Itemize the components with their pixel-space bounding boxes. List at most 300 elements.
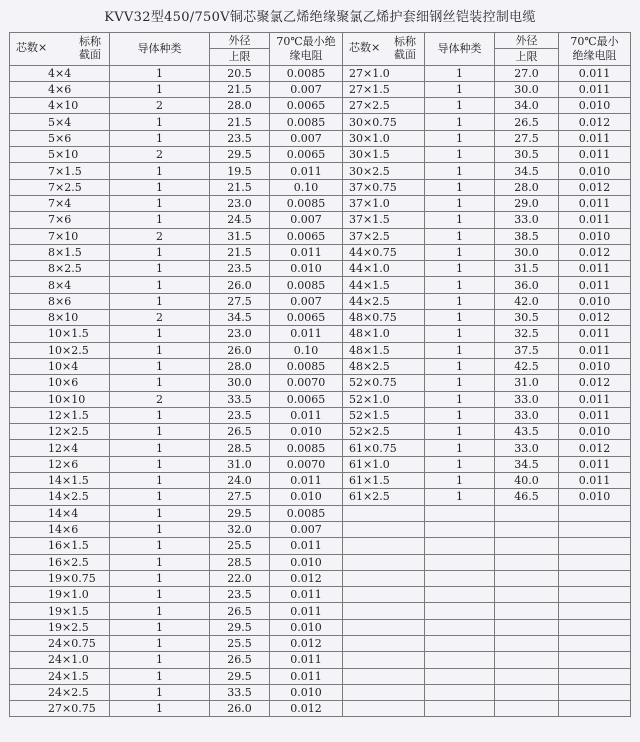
right-conductor-type-cell [425, 505, 495, 521]
left-insulation-cell: 0.010 [270, 424, 343, 440]
left-conductor-type-cell: 1 [110, 130, 210, 146]
table-body [10, 65, 631, 717]
left-insulation-cell: 0.010 [270, 261, 343, 277]
right-outer-diameter-cell: 30.5 [495, 310, 559, 326]
header-conductor-type-left: 导体种类 [110, 33, 210, 66]
right-spec-cell: 61×1.5 [343, 473, 425, 489]
left-conductor-type-cell: 1 [110, 701, 210, 717]
left-spec-cell: 16×1.5 [10, 538, 110, 554]
left-insulation-cell: 0.0070 [270, 456, 343, 472]
left-spec-cell: 5×6 [10, 130, 110, 146]
left-conductor-type-cell: 1 [110, 244, 210, 260]
right-spec-cell: 37×0.75 [343, 179, 425, 195]
left-spec-cell: 7×2.5 [10, 179, 110, 195]
right-outer-diameter-cell: 31.0 [495, 375, 559, 391]
left-conductor-type-cell: 1 [110, 358, 210, 374]
right-outer-diameter-cell [495, 538, 559, 554]
right-conductor-type-cell: 1 [425, 326, 495, 342]
left-spec-cell: 19×2.5 [10, 619, 110, 635]
header-insulation-right: 70℃最小绝缘电阻 [559, 33, 631, 66]
left-spec-cell: 24×1.0 [10, 652, 110, 668]
left-insulation-cell: 0.011 [270, 538, 343, 554]
right-outer-diameter-cell: 30.0 [495, 244, 559, 260]
left-insulation-cell: 0.010 [270, 554, 343, 570]
left-outer-diameter-cell: 27.5 [210, 293, 270, 309]
left-outer-diameter-cell: 26.5 [210, 424, 270, 440]
right-conductor-type-cell: 1 [425, 163, 495, 179]
table-row [10, 375, 631, 391]
left-conductor-type-cell: 1 [110, 407, 210, 423]
table-row [10, 228, 631, 244]
left-outer-diameter-cell: 23.5 [210, 261, 270, 277]
right-spec-cell: 61×0.75 [343, 440, 425, 456]
right-insulation-cell [559, 668, 631, 684]
right-insulation-cell [559, 684, 631, 700]
header-outer-diameter-left: 外径 [210, 33, 270, 49]
left-conductor-type-cell: 1 [110, 326, 210, 342]
left-outer-diameter-cell: 24.0 [210, 473, 270, 489]
left-insulation-cell: 0.0085 [270, 358, 343, 374]
right-conductor-type-cell [425, 668, 495, 684]
right-spec-cell [343, 652, 425, 668]
left-insulation-cell: 0.010 [270, 684, 343, 700]
right-outer-diameter-cell [495, 701, 559, 717]
header-insulation-left: 70℃最小绝缘电阻 [270, 33, 343, 66]
right-conductor-type-cell [425, 619, 495, 635]
left-conductor-type-cell: 2 [110, 310, 210, 326]
table-row [10, 212, 631, 228]
right-conductor-type-cell [425, 684, 495, 700]
header-conductor-type-right: 导体种类 [425, 33, 495, 66]
left-outer-diameter-cell: 28.5 [210, 554, 270, 570]
right-insulation-cell [559, 587, 631, 603]
right-outer-diameter-cell: 27.5 [495, 130, 559, 146]
right-spec-cell [343, 570, 425, 586]
right-outer-diameter-cell: 42.5 [495, 358, 559, 374]
right-insulation-cell: 0.011 [559, 473, 631, 489]
left-insulation-cell: 0.007 [270, 81, 343, 97]
right-insulation-cell: 0.010 [559, 358, 631, 374]
right-spec-cell: 61×1.0 [343, 456, 425, 472]
table-row [10, 326, 631, 342]
right-spec-cell: 30×1.0 [343, 130, 425, 146]
table-row [10, 261, 631, 277]
left-conductor-type-cell: 1 [110, 81, 210, 97]
right-spec-cell [343, 701, 425, 717]
header-row-top [10, 33, 631, 49]
table-row [10, 603, 631, 619]
right-outer-diameter-cell [495, 684, 559, 700]
right-insulation-cell: 0.011 [559, 456, 631, 472]
right-outer-diameter-cell: 42.0 [495, 293, 559, 309]
left-conductor-type-cell: 1 [110, 587, 210, 603]
left-outer-diameter-cell: 22.0 [210, 570, 270, 586]
right-insulation-cell: 0.011 [559, 130, 631, 146]
left-outer-diameter-cell: 23.5 [210, 407, 270, 423]
table-row [10, 619, 631, 635]
left-insulation-cell: 0.011 [270, 473, 343, 489]
right-insulation-cell: 0.010 [559, 98, 631, 114]
left-outer-diameter-cell: 25.5 [210, 635, 270, 651]
right-outer-diameter-cell: 33.0 [495, 391, 559, 407]
right-spec-cell: 30×2.5 [343, 163, 425, 179]
left-conductor-type-cell: 1 [110, 456, 210, 472]
table-row [10, 195, 631, 211]
left-insulation-cell: 0.007 [270, 293, 343, 309]
right-spec-cell: 48×0.75 [343, 310, 425, 326]
table-row [10, 98, 631, 114]
right-spec-cell: 52×1.5 [343, 407, 425, 423]
left-spec-cell: 12×4 [10, 440, 110, 456]
right-conductor-type-cell: 1 [425, 65, 495, 81]
right-insulation-cell: 0.012 [559, 440, 631, 456]
right-outer-diameter-cell: 30.0 [495, 81, 559, 97]
right-outer-diameter-cell: 29.0 [495, 195, 559, 211]
right-conductor-type-cell: 1 [425, 473, 495, 489]
table-row [10, 570, 631, 586]
right-insulation-cell: 0.011 [559, 326, 631, 342]
table-row [10, 358, 631, 374]
table-row [10, 114, 631, 130]
left-outer-diameter-cell: 31.5 [210, 228, 270, 244]
right-conductor-type-cell [425, 652, 495, 668]
header-upper-limit-left: 上限 [210, 49, 270, 65]
right-outer-diameter-cell [495, 619, 559, 635]
left-outer-diameter-cell: 23.0 [210, 195, 270, 211]
right-conductor-type-cell [425, 521, 495, 537]
right-spec-cell: 30×0.75 [343, 114, 425, 130]
left-insulation-cell: 0.012 [270, 701, 343, 717]
right-outer-diameter-cell: 30.5 [495, 147, 559, 163]
left-spec-cell: 7×6 [10, 212, 110, 228]
right-conductor-type-cell [425, 570, 495, 586]
right-conductor-type-cell: 1 [425, 114, 495, 130]
right-conductor-type-cell: 1 [425, 261, 495, 277]
left-insulation-cell: 0.011 [270, 603, 343, 619]
left-spec-cell: 10×4 [10, 358, 110, 374]
right-outer-diameter-cell: 46.5 [495, 489, 559, 505]
left-outer-diameter-cell: 31.0 [210, 456, 270, 472]
left-spec-cell: 8×2.5 [10, 261, 110, 277]
table-row [10, 554, 631, 570]
right-conductor-type-cell: 1 [425, 489, 495, 505]
right-insulation-cell [559, 619, 631, 635]
right-spec-cell: 44×1.0 [343, 261, 425, 277]
right-insulation-cell: 0.011 [559, 391, 631, 407]
left-spec-cell: 12×1.5 [10, 407, 110, 423]
left-insulation-cell: 0.011 [270, 652, 343, 668]
left-spec-cell: 8×6 [10, 293, 110, 309]
right-conductor-type-cell [425, 538, 495, 554]
right-spec-cell: 27×1.0 [343, 65, 425, 81]
left-spec-cell: 4×10 [10, 98, 110, 114]
left-insulation-cell: 0.011 [270, 587, 343, 603]
right-insulation-cell: 0.010 [559, 424, 631, 440]
table-row [10, 179, 631, 195]
table-row [10, 635, 631, 651]
table-row [10, 684, 631, 700]
left-spec-cell: 24×1.5 [10, 668, 110, 684]
left-spec-cell: 19×1.5 [10, 603, 110, 619]
cable-spec-table [9, 32, 631, 717]
table-row [10, 456, 631, 472]
right-outer-diameter-cell: 34.5 [495, 456, 559, 472]
right-outer-diameter-cell: 33.0 [495, 212, 559, 228]
left-outer-diameter-cell: 29.5 [210, 147, 270, 163]
right-spec-cell [343, 538, 425, 554]
left-spec-cell: 7×10 [10, 228, 110, 244]
right-insulation-cell: 0.011 [559, 147, 631, 163]
left-spec-cell: 5×4 [10, 114, 110, 130]
right-spec-cell: 44×0.75 [343, 244, 425, 260]
right-conductor-type-cell: 1 [425, 424, 495, 440]
left-outer-diameter-cell: 26.0 [210, 277, 270, 293]
right-outer-diameter-cell: 43.5 [495, 424, 559, 440]
left-outer-diameter-cell: 26.5 [210, 603, 270, 619]
right-insulation-cell: 0.010 [559, 489, 631, 505]
table-row [10, 587, 631, 603]
left-conductor-type-cell: 1 [110, 424, 210, 440]
left-spec-cell: 10×2.5 [10, 342, 110, 358]
right-insulation-cell: 0.010 [559, 293, 631, 309]
table-row [10, 521, 631, 537]
left-conductor-type-cell: 1 [110, 505, 210, 521]
left-spec-cell: 27×0.75 [10, 701, 110, 717]
left-insulation-cell: 0.0065 [270, 98, 343, 114]
left-spec-cell: 16×2.5 [10, 554, 110, 570]
left-conductor-type-cell: 1 [110, 521, 210, 537]
left-outer-diameter-cell: 26.0 [210, 701, 270, 717]
left-insulation-cell: 0.0085 [270, 114, 343, 130]
left-outer-diameter-cell: 29.5 [210, 668, 270, 684]
left-insulation-cell: 0.0085 [270, 65, 343, 81]
left-insulation-cell: 0.0085 [270, 440, 343, 456]
left-conductor-type-cell: 1 [110, 603, 210, 619]
left-conductor-type-cell: 1 [110, 684, 210, 700]
left-outer-diameter-cell: 19.5 [210, 163, 270, 179]
right-insulation-cell: 0.010 [559, 163, 631, 179]
left-outer-diameter-cell: 20.5 [210, 65, 270, 81]
left-outer-diameter-cell: 28.0 [210, 98, 270, 114]
right-insulation-cell [559, 635, 631, 651]
right-spec-cell [343, 635, 425, 651]
left-insulation-cell: 0.010 [270, 619, 343, 635]
right-outer-diameter-cell [495, 521, 559, 537]
right-insulation-cell [559, 554, 631, 570]
left-conductor-type-cell: 1 [110, 473, 210, 489]
right-conductor-type-cell: 1 [425, 293, 495, 309]
right-conductor-type-cell: 1 [425, 81, 495, 97]
left-conductor-type-cell: 2 [110, 228, 210, 244]
table-row [10, 147, 631, 163]
left-outer-diameter-cell: 21.5 [210, 179, 270, 195]
right-insulation-cell [559, 701, 631, 717]
right-insulation-cell: 0.011 [559, 195, 631, 211]
right-outer-diameter-cell: 34.0 [495, 98, 559, 114]
right-conductor-type-cell: 1 [425, 228, 495, 244]
left-insulation-cell: 0.011 [270, 326, 343, 342]
left-spec-cell: 14×2.5 [10, 489, 110, 505]
right-spec-cell: 61×2.5 [343, 489, 425, 505]
left-conductor-type-cell: 1 [110, 342, 210, 358]
right-outer-diameter-cell: 32.5 [495, 326, 559, 342]
right-insulation-cell [559, 538, 631, 554]
left-outer-diameter-cell: 27.5 [210, 489, 270, 505]
right-conductor-type-cell [425, 701, 495, 717]
right-spec-cell: 30×1.5 [343, 147, 425, 163]
left-conductor-type-cell: 1 [110, 163, 210, 179]
right-conductor-type-cell: 1 [425, 342, 495, 358]
left-outer-diameter-cell: 34.5 [210, 310, 270, 326]
right-spec-cell [343, 603, 425, 619]
left-conductor-type-cell: 1 [110, 652, 210, 668]
left-insulation-cell: 0.011 [270, 668, 343, 684]
left-conductor-type-cell: 1 [110, 65, 210, 81]
left-spec-cell: 12×6 [10, 456, 110, 472]
left-insulation-cell: 0.010 [270, 489, 343, 505]
left-spec-cell: 8×10 [10, 310, 110, 326]
right-outer-diameter-cell: 26.5 [495, 114, 559, 130]
table-row [10, 244, 631, 260]
left-outer-diameter-cell: 30.0 [210, 375, 270, 391]
left-insulation-cell: 0.0065 [270, 310, 343, 326]
left-conductor-type-cell: 2 [110, 391, 210, 407]
right-insulation-cell: 0.012 [559, 179, 631, 195]
left-spec-cell: 14×4 [10, 505, 110, 521]
right-conductor-type-cell: 1 [425, 244, 495, 260]
right-insulation-cell: 0.012 [559, 375, 631, 391]
right-spec-cell: 37×1.5 [343, 212, 425, 228]
left-insulation-cell: 0.10 [270, 179, 343, 195]
left-spec-cell: 7×1.5 [10, 163, 110, 179]
right-spec-cell [343, 554, 425, 570]
right-conductor-type-cell: 1 [425, 147, 495, 163]
table-row [10, 277, 631, 293]
table-row [10, 424, 631, 440]
right-outer-diameter-cell [495, 570, 559, 586]
right-insulation-cell: 0.011 [559, 261, 631, 277]
right-insulation-cell [559, 521, 631, 537]
left-spec-cell: 14×1.5 [10, 473, 110, 489]
left-outer-diameter-cell: 33.5 [210, 684, 270, 700]
table-row [10, 538, 631, 554]
left-outer-diameter-cell: 28.5 [210, 440, 270, 456]
table-row [10, 81, 631, 97]
right-spec-cell: 52×0.75 [343, 375, 425, 391]
right-insulation-cell [559, 505, 631, 521]
left-conductor-type-cell: 1 [110, 668, 210, 684]
right-conductor-type-cell: 1 [425, 358, 495, 374]
right-conductor-type-cell [425, 587, 495, 603]
left-spec-cell: 10×1.5 [10, 326, 110, 342]
left-insulation-cell: 0.012 [270, 635, 343, 651]
table-row [10, 163, 631, 179]
left-conductor-type-cell: 2 [110, 147, 210, 163]
right-insulation-cell: 0.011 [559, 342, 631, 358]
left-conductor-type-cell: 1 [110, 619, 210, 635]
left-insulation-cell: 0.007 [270, 521, 343, 537]
left-insulation-cell: 0.007 [270, 130, 343, 146]
left-conductor-type-cell: 1 [110, 570, 210, 586]
left-conductor-type-cell: 1 [110, 554, 210, 570]
right-insulation-cell: 0.012 [559, 310, 631, 326]
left-spec-cell: 24×2.5 [10, 684, 110, 700]
right-conductor-type-cell: 1 [425, 456, 495, 472]
left-insulation-cell: 0.012 [270, 570, 343, 586]
header-cores-section-right: 芯数× 标称 截面 [343, 33, 425, 66]
left-insulation-cell: 0.0065 [270, 228, 343, 244]
table-row [10, 65, 631, 81]
right-outer-diameter-cell: 33.0 [495, 407, 559, 423]
right-spec-cell: 48×1.5 [343, 342, 425, 358]
right-spec-cell: 48×2.5 [343, 358, 425, 374]
right-conductor-type-cell: 1 [425, 277, 495, 293]
right-outer-diameter-cell: 34.5 [495, 163, 559, 179]
right-spec-cell [343, 587, 425, 603]
right-outer-diameter-cell [495, 554, 559, 570]
right-insulation-cell: 0.010 [559, 228, 631, 244]
right-insulation-cell: 0.011 [559, 65, 631, 81]
left-insulation-cell: 0.10 [270, 342, 343, 358]
left-spec-cell: 8×4 [10, 277, 110, 293]
right-outer-diameter-cell: 38.5 [495, 228, 559, 244]
header-outer-diameter-right: 外径 [495, 33, 559, 49]
left-conductor-type-cell: 1 [110, 489, 210, 505]
left-spec-cell: 10×10 [10, 391, 110, 407]
left-spec-cell: 4×6 [10, 81, 110, 97]
table-row [10, 407, 631, 423]
table-row [10, 310, 631, 326]
left-insulation-cell: 0.0065 [270, 391, 343, 407]
right-conductor-type-cell [425, 554, 495, 570]
right-spec-cell: 27×1.5 [343, 81, 425, 97]
left-outer-diameter-cell: 26.0 [210, 342, 270, 358]
table-row [10, 652, 631, 668]
table-row [10, 489, 631, 505]
left-conductor-type-cell: 1 [110, 635, 210, 651]
right-outer-diameter-cell [495, 668, 559, 684]
right-outer-diameter-cell: 40.0 [495, 473, 559, 489]
left-conductor-type-cell: 1 [110, 114, 210, 130]
right-spec-cell: 52×2.5 [343, 424, 425, 440]
left-insulation-cell: 0.0065 [270, 147, 343, 163]
right-spec-cell: 27×2.5 [343, 98, 425, 114]
left-outer-diameter-cell: 29.5 [210, 505, 270, 521]
table-row [10, 391, 631, 407]
right-insulation-cell: 0.011 [559, 81, 631, 97]
left-spec-cell: 5×10 [10, 147, 110, 163]
right-insulation-cell: 0.011 [559, 277, 631, 293]
right-spec-cell: 44×2.5 [343, 293, 425, 309]
table-row [10, 701, 631, 717]
left-insulation-cell: 0.011 [270, 407, 343, 423]
left-spec-cell: 7×4 [10, 195, 110, 211]
left-outer-diameter-cell: 23.5 [210, 587, 270, 603]
right-insulation-cell [559, 652, 631, 668]
right-insulation-cell: 0.011 [559, 407, 631, 423]
right-conductor-type-cell: 1 [425, 375, 495, 391]
right-spec-cell: 37×1.0 [343, 195, 425, 211]
right-conductor-type-cell: 1 [425, 212, 495, 228]
right-outer-diameter-cell: 37.5 [495, 342, 559, 358]
right-insulation-cell: 0.012 [559, 114, 631, 130]
left-conductor-type-cell: 1 [110, 538, 210, 554]
header-cores-section-left: 芯数× 标称 截面 [10, 33, 110, 66]
right-spec-cell: 37×2.5 [343, 228, 425, 244]
right-outer-diameter-cell [495, 635, 559, 651]
right-outer-diameter-cell: 28.0 [495, 179, 559, 195]
right-conductor-type-cell [425, 603, 495, 619]
